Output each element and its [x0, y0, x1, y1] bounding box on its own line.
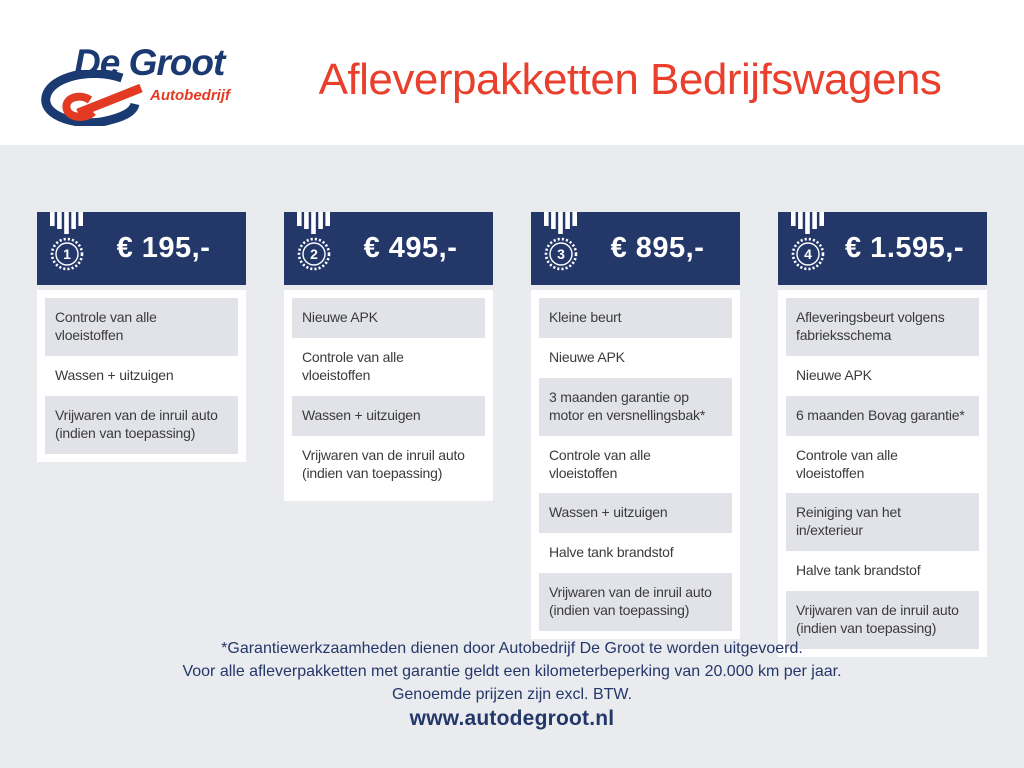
list-item: 3 maanden garantie op motor en versnellingsbak* — [539, 378, 732, 436]
package-body — [778, 290, 987, 657]
list-item: Nieuwe APK — [292, 298, 485, 338]
list-item: Controle van alle vloeistoffen — [302, 348, 404, 383]
package-body — [531, 290, 740, 639]
package-items — [539, 298, 732, 631]
list-item: Vrijwaren van de inruil auto (indien van toepassing) — [539, 573, 732, 631]
brand-logo — [38, 42, 243, 124]
page-title: Afleverpakketten Bedrijfswagens — [318, 55, 942, 104]
package-card — [778, 212, 987, 657]
package-header — [284, 212, 493, 285]
list-item: Nieuwe APK — [796, 366, 872, 383]
package-items — [45, 298, 238, 454]
package-price: € 895,- — [610, 232, 705, 264]
medal-ribbon-icon — [47, 212, 87, 276]
packages-row — [37, 212, 987, 657]
package-header — [778, 212, 987, 285]
list-item: Kleine beurt — [539, 298, 732, 338]
footer-notes — [0, 637, 1024, 707]
package-price: € 495,- — [363, 232, 458, 264]
header-band — [0, 0, 1024, 145]
list-item: Halve tank brandstof — [796, 562, 921, 579]
list-item: Vrijwaren van de inruil auto (indien van toepassing) — [45, 396, 238, 454]
package-card — [284, 212, 493, 501]
list-item: Controle van alle vloeistoffen — [796, 446, 898, 481]
note-line: Voor alle afleverpakketten met garantie geldt een kilometerbeperking van 20.000 km per jaar. — [182, 663, 842, 681]
brand-tagline: Autobedrijf — [150, 87, 230, 104]
list-item: Vrijwaren van de inruil auto (indien van toepassing) — [786, 591, 979, 649]
list-item: Wassen + uitzuigen — [55, 366, 174, 383]
package-items — [292, 298, 485, 493]
list-item: Controle van alle vloeistoffen — [549, 446, 651, 481]
list-item: Wassen + uitzuigen — [292, 396, 485, 436]
package-items — [786, 298, 979, 649]
medal-rank: 4 — [804, 246, 812, 262]
note-line: *Garantiewerkzaamheden dienen door Autobedrijf De Groot te worden uitgevoerd. — [221, 640, 803, 657]
website-link[interactable]: www.autodegroot.nl — [409, 707, 615, 730]
list-item: 6 maanden Bovag garantie* — [786, 396, 979, 436]
package-body — [37, 290, 246, 462]
medal-rank: 2 — [310, 246, 318, 262]
list-item: Vrijwaren van de inruil auto (indien van toepassing) — [302, 446, 465, 481]
list-item: Afleveringsbeurt volgens fabrieksschema — [786, 298, 979, 356]
medal-ribbon-icon — [294, 212, 334, 276]
list-item: Nieuwe APK — [549, 348, 625, 365]
package-card — [531, 212, 740, 639]
note-line: Genoemde prijzen zijn excl. BTW. — [391, 686, 633, 704]
medal-rank: 1 — [63, 246, 71, 262]
package-price: € 1.595,- — [845, 232, 964, 264]
package-header — [531, 212, 740, 285]
medal-ribbon-icon — [541, 212, 581, 276]
package-header — [37, 212, 246, 285]
medal-rank: 3 — [557, 246, 565, 262]
medal-ribbon-icon — [788, 212, 828, 276]
package-body — [284, 290, 493, 501]
list-item: Wassen + uitzuigen — [539, 493, 732, 533]
brand-name: De Groot — [74, 42, 225, 83]
list-item: Halve tank brandstof — [549, 544, 674, 561]
list-item: Reiniging van het in/exterieur — [786, 493, 979, 551]
package-card — [37, 212, 246, 462]
list-item: Controle van alle vloeistoffen — [45, 298, 238, 356]
package-price: € 195,- — [116, 232, 211, 264]
